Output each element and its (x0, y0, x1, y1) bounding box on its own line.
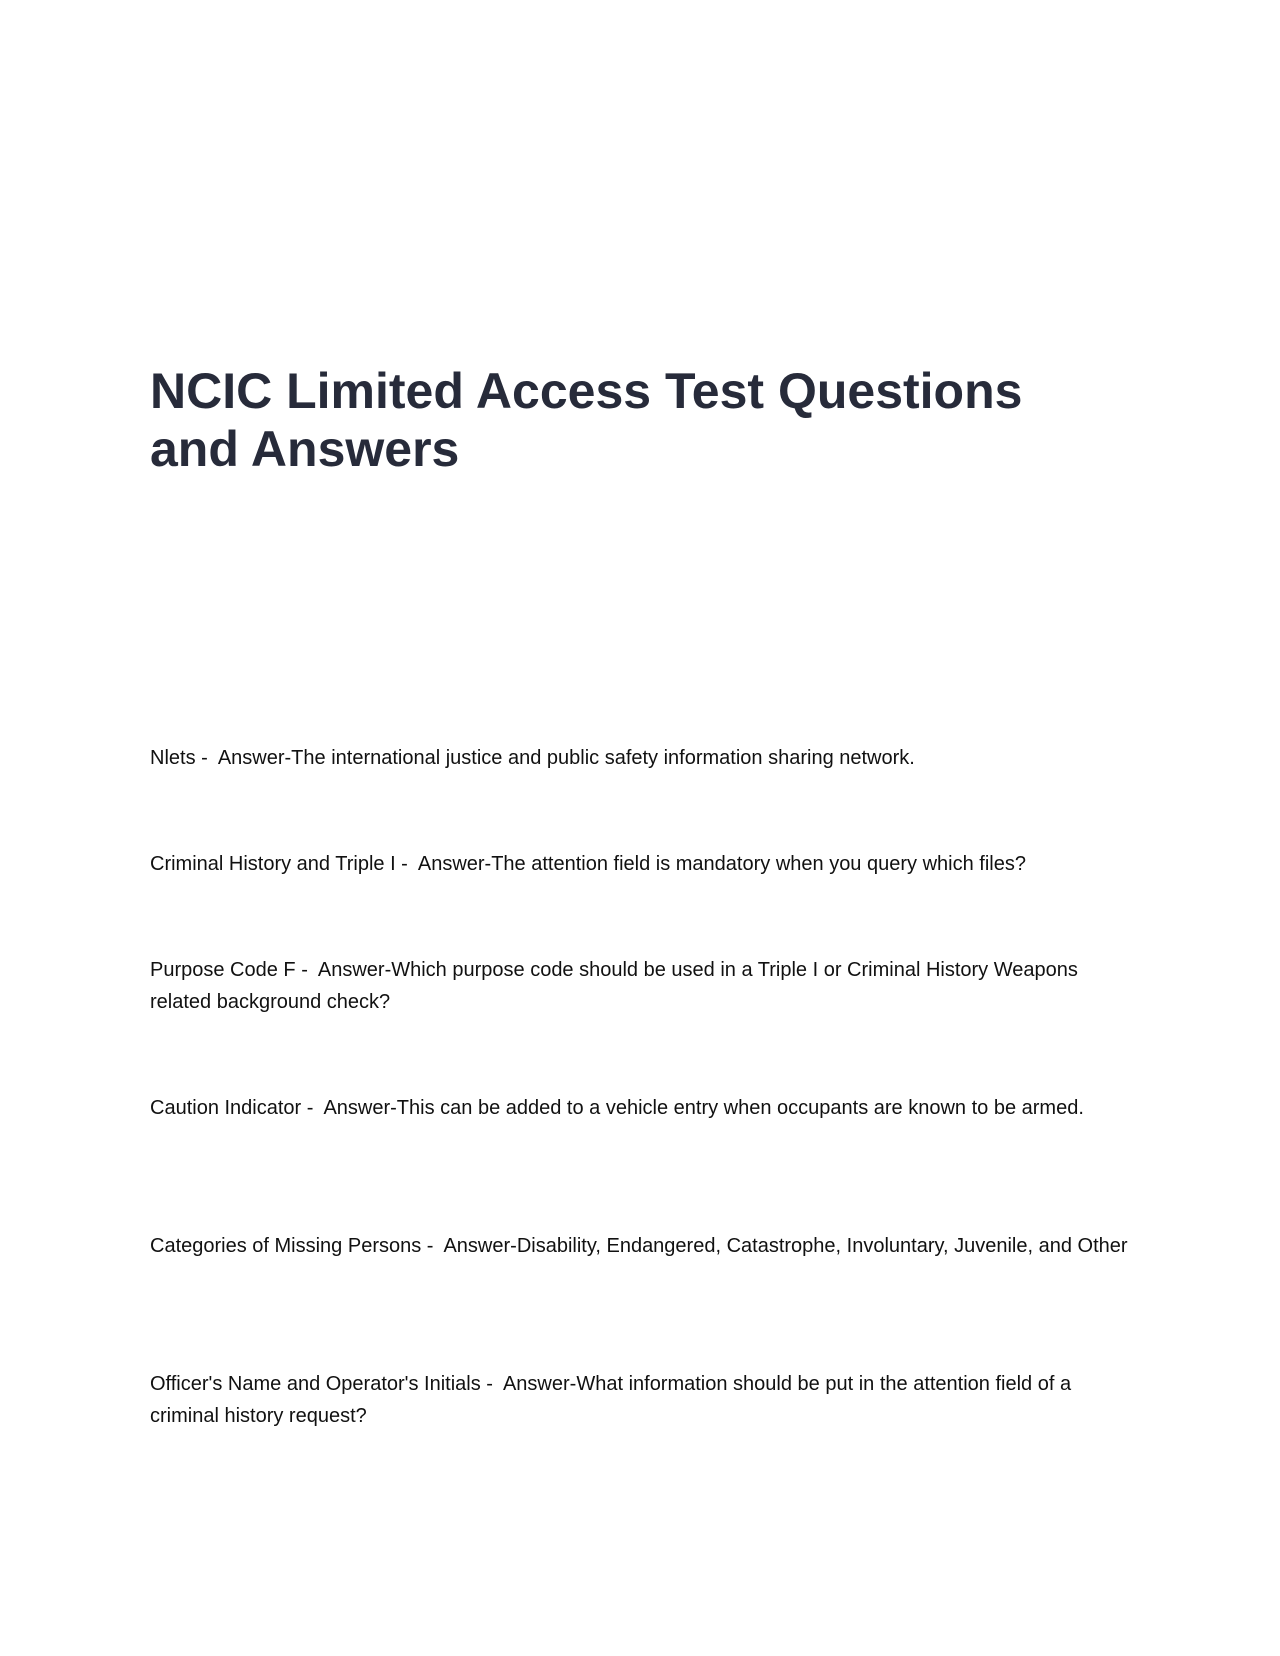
qa-answer-prefix: Answer- (417, 853, 492, 875)
qa-term: Nlets (150, 747, 196, 769)
document-title: NCIC Limited Access Test Questions and Answers (150, 363, 1023, 477)
qa-separator: - (395, 853, 418, 875)
qa-answer: The attention field is mandatory when you query which files? (491, 853, 1026, 875)
qa-term: Officer's Name and Operator's Initials (150, 1373, 481, 1395)
qa-answer: Disability, Endangered, Catastrophe, Involuntary, Juvenile, and Other (516, 1235, 1128, 1257)
qa-answer: Which purpose code should be used in a Triple I or Criminal History Weapons related background check? (150, 959, 1078, 1013)
qa-separator: - (295, 959, 318, 981)
qa-answer-prefix: Answer- (502, 1373, 577, 1395)
qa-term: Purpose Code F (150, 959, 296, 981)
qa-answer-prefix: Answer- (323, 1097, 397, 1119)
qa-separator: - (301, 1097, 324, 1119)
qa-item (150, 742, 1130, 774)
qa-answer: This can be added to a vehicle entry when occupants are known to be armed. (396, 1097, 1084, 1119)
qa-answer-prefix: Answer- (443, 1235, 517, 1257)
qa-item (150, 1230, 1130, 1262)
qa-answer: The international justice and public safety information sharing network. (291, 747, 915, 769)
qa-separator: - (421, 1235, 444, 1257)
qa-term: Criminal History and Triple I (150, 853, 396, 875)
qa-answer: What information should be put in the attention field of a criminal history request? (150, 1373, 1072, 1427)
qa-item (150, 848, 1130, 880)
qa-item (150, 1368, 1130, 1432)
qa-answer-prefix: Answer- (217, 747, 292, 769)
qa-item (150, 1092, 1130, 1124)
qa-answer-prefix: Answer- (317, 959, 392, 981)
qa-separator: - (480, 1373, 503, 1395)
qa-item (150, 954, 1130, 1018)
qa-separator: - (195, 747, 218, 769)
qa-term: Categories of Missing Persons (150, 1235, 422, 1257)
qa-term: Caution Indicator (150, 1097, 302, 1119)
